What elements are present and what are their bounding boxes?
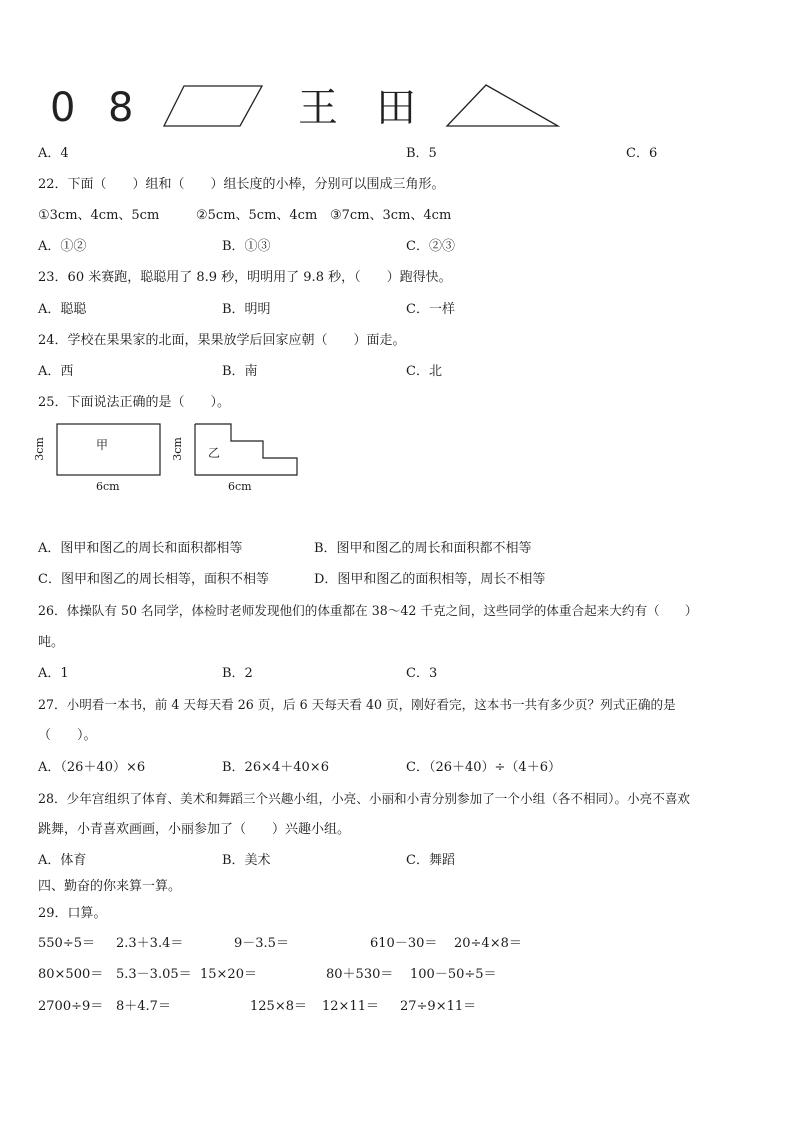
q21-option-b[interactable]: B．5 (406, 146, 437, 161)
q23-option-c[interactable]: C．一样 (406, 302, 455, 317)
q23-text: 23．60 米赛跑，聪聪用了 8.9 秒，明明用了 9.8 秒，（ ）跑得快。 (38, 270, 452, 285)
rectangle-jia-shape (56, 423, 162, 477)
rectangle-jia-label: 甲 (96, 438, 109, 452)
parallelogram-icon (160, 84, 266, 130)
q23-option-b[interactable]: B．明明 (222, 302, 271, 317)
glyph-eight: 8 (108, 85, 134, 131)
q29-item: 8＋4.7＝ (116, 999, 171, 1014)
q29-item: 550÷5＝ (38, 936, 95, 951)
q25-option-c[interactable]: C．图甲和图乙的周长相等，面积不相等 (38, 572, 269, 587)
glyph-wang: 王 (298, 85, 338, 131)
q24-option-b[interactable]: B．南 (222, 364, 258, 379)
stepped-yi-label: 乙 (208, 446, 221, 460)
q29-item: 2700÷9＝ (38, 999, 104, 1014)
q28-option-b[interactable]: B．美术 (222, 853, 271, 868)
q29-item: 5.3－3.05＝ (116, 967, 192, 982)
q29-item: 15×20＝ (200, 967, 257, 982)
q29-text: 29．口算。 (38, 906, 107, 921)
q22-option-a[interactable]: A．①② (38, 239, 87, 254)
q26-option-a[interactable]: A．1 (38, 666, 69, 681)
q29-item: 12×11＝ (322, 999, 379, 1014)
rectangle-jia-width: 6cm (96, 480, 120, 493)
q22-group-3: ③7cm、3cm、4cm (330, 208, 452, 223)
q22-text: 22．下面（ ）组和（ ）组长度的小棒，分别可以围成三角形。 (38, 177, 445, 192)
q27-option-c[interactable]: C．（26＋40）÷（4＋6） (406, 760, 561, 775)
q25-option-b[interactable]: B．图甲和图乙的周长和面积都不相等 (314, 541, 532, 556)
q29-item: 610－30＝ (370, 936, 438, 951)
triangle-icon (444, 82, 562, 130)
q28-text-line2: 跳舞，小青喜欢画画，小丽参加了（ ）兴趣小组。 (38, 822, 351, 837)
rectangle-jia-height: 3cm (32, 437, 46, 461)
q25-text: 25．下面说法正确的是（ ）。 (38, 395, 231, 410)
stepped-yi-width: 6cm (228, 480, 252, 493)
q21-option-c[interactable]: C．6 (626, 146, 658, 161)
q27-option-b[interactable]: B．26×4＋40×6 (222, 760, 329, 775)
section-4-title: 四、勤奋的你来算一算。 (38, 879, 182, 894)
q28-option-a[interactable]: A．体育 (38, 853, 87, 868)
q29-item: 2.3＋3.4＝ (116, 936, 184, 951)
q25-option-d[interactable]: D．图甲和图乙的面积相等，周长不相等 (314, 572, 546, 587)
q29-item: 80＋530＝ (326, 967, 394, 982)
q22-group-2: ②5cm、5cm、4cm (196, 208, 318, 223)
q29-item: 20÷4×8＝ (454, 936, 522, 951)
q23-option-a[interactable]: A．聪聪 (38, 302, 87, 317)
q26-text-line1: 26．体操队有 50 名同学，体检时老师发现他们的体重都在 38～42 千克之间，这些同学的体重合起来大约有（ ） (38, 603, 698, 618)
glyph-zero: 0 (50, 85, 76, 131)
q22-option-c[interactable]: C．②③ (406, 239, 455, 254)
q27-option-a[interactable]: A．（26＋40）×6 (38, 760, 146, 775)
q26-option-c[interactable]: C．3 (406, 666, 438, 681)
q22-option-b[interactable]: B．①③ (222, 239, 271, 254)
q29-item: 125×8＝ (250, 999, 307, 1014)
q26-option-b[interactable]: B．2 (222, 666, 253, 681)
q24-option-a[interactable]: A．西 (38, 364, 74, 379)
q25-option-a[interactable]: A．图甲和图乙的周长和面积都相等 (38, 541, 243, 556)
q29-item: 100－50÷5＝ (410, 967, 497, 982)
q22-group-1: ①3cm、4cm、5cm (38, 208, 160, 223)
glyph-tian: 田 (376, 85, 416, 131)
q29-item: 80×500＝ (38, 967, 104, 982)
q27-text-line2: （ ）。 (38, 728, 97, 743)
q28-text-line1: 28．少年宫组织了体育、美术和舞蹈三个兴趣小组，小亮、小丽和小青分别参加了一个小组（各不相同）。小亮不喜欢 (38, 791, 691, 806)
q28-option-c[interactable]: C．舞蹈 (406, 853, 455, 868)
q27-text-line1: 27．小明看一本书，前 4 天每天看 26 页，后 6 天每天看 40 页，刚好看完，这本书一共有多少页？列式正确的是 (38, 697, 676, 712)
q24-option-c[interactable]: C．北 (406, 364, 442, 379)
stepped-yi-height: 3cm (170, 437, 184, 461)
q21-option-a[interactable]: A．4 (38, 146, 69, 161)
q26-text-line2: 吨。 (38, 635, 65, 650)
q29-item: 27÷9×11＝ (400, 999, 477, 1014)
q24-text: 24．学校在果果家的北面，果果放学后回家应朝（ ）面走。 (38, 333, 406, 348)
q29-item: 9－3.5＝ (234, 936, 289, 951)
